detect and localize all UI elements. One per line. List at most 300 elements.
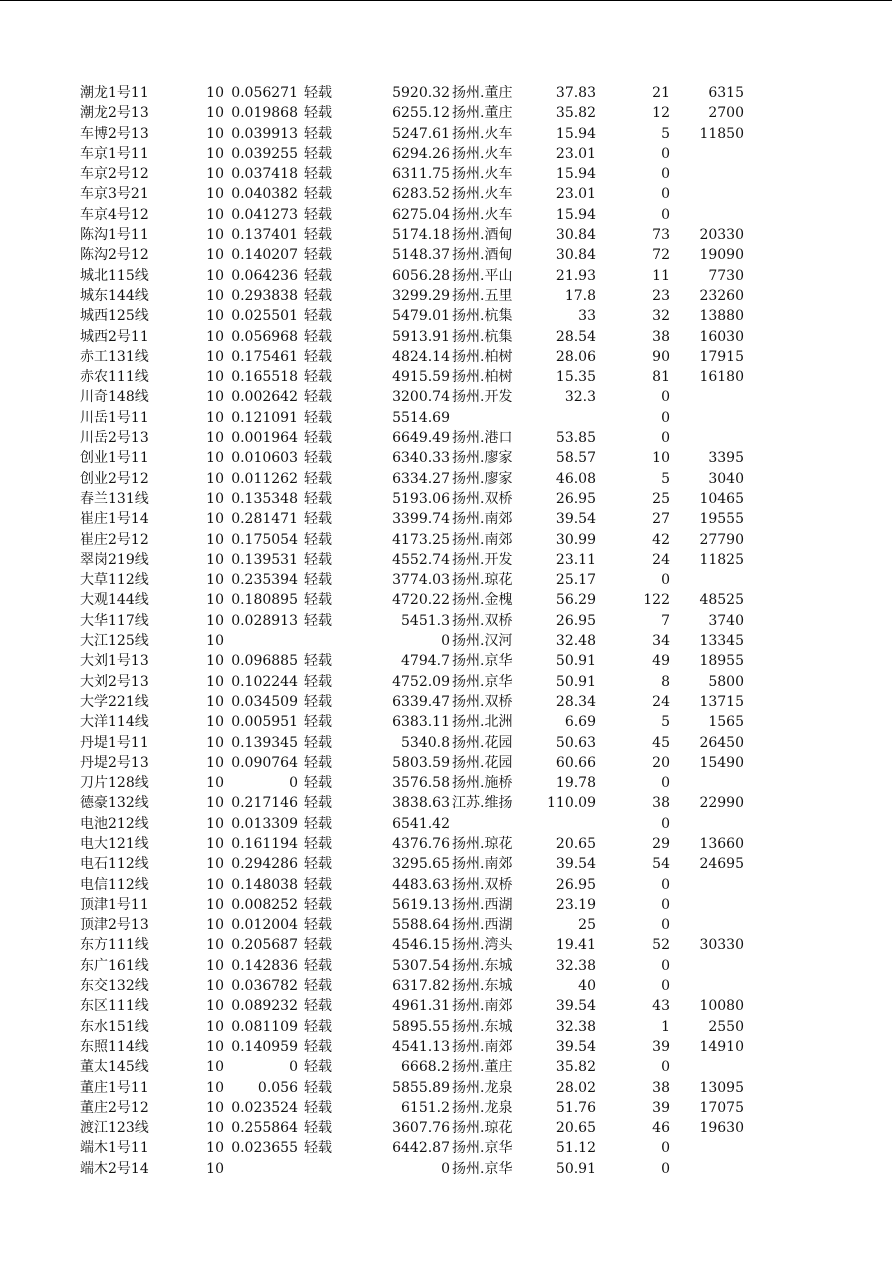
page-top-border [0,0,892,1]
length-cell: 37.83 [555,85,596,101]
line-name-cell: 潮龙2号13 [80,105,149,122]
length-cell: 17.8 [564,287,596,304]
count-cell: 27 [652,511,670,528]
amount-cell: 2700 [708,105,744,122]
voltage-cell: 10 [206,835,224,852]
length-cell: 25 [578,917,596,934]
capacity-cell: 5340.8 [401,734,450,751]
load-status-cell: 轻载 [304,125,332,142]
load-rate-cell: 0.281471 [231,511,298,528]
line-name-cell: 东交132线 [80,978,149,995]
table-row [0,956,892,976]
substation-cell: 扬州.汉河 [452,633,513,650]
substation-cell: 扬州.东城 [452,957,513,974]
substation-cell: 扬州.火车 [452,125,513,142]
line-name-cell: 大学221线 [80,693,149,710]
voltage-cell: 10 [206,531,224,548]
capacity-cell: 3576.58 [392,775,450,792]
load-status-cell: 轻载 [304,105,332,122]
load-rate-cell: 0.140207 [231,247,298,264]
capacity-cell: 4173.25 [392,531,450,548]
capacity-cell: 6275.04 [392,206,450,223]
load-rate-cell: 0.255864 [231,1120,298,1137]
voltage-cell: 10 [206,166,224,183]
amount-cell: 18955 [699,653,744,670]
length-cell: 23.01 [555,186,596,203]
substation-cell: 扬州.琼花 [452,1120,513,1137]
load-status-cell: 轻载 [304,775,332,792]
count-cell: 34 [652,633,670,650]
load-rate-cell: 0.008252 [231,896,298,913]
amount-cell: 5800 [708,673,744,690]
length-cell: 39.54 [555,1038,596,1055]
table-row [0,530,892,550]
load-status-cell: 轻载 [304,348,332,365]
load-rate-cell: 0.142836 [231,957,298,974]
length-cell: 15.35 [555,369,596,386]
length-cell: 51.76 [555,1099,596,1116]
load-status-cell: 轻载 [304,795,332,812]
capacity-cell: 6311.75 [392,166,450,183]
length-cell: 39.54 [555,856,596,873]
table-row [0,367,892,387]
length-cell: 28.02 [555,1079,596,1096]
count-cell: 42 [652,531,670,548]
count-cell: 25 [652,490,670,507]
load-status-cell: 轻载 [304,186,332,203]
capacity-cell: 6340.33 [392,450,450,467]
capacity-cell: 4541.13 [392,1038,450,1055]
table-row [0,793,892,813]
load-rate-cell: 0.056271 [231,85,298,101]
line-name-cell: 大洋114线 [80,714,149,731]
substation-cell: 扬州.火车 [452,166,513,183]
load-status-cell: 轻载 [304,287,332,304]
table-row [0,327,892,347]
load-rate-cell: 0.294286 [231,856,298,873]
count-cell: 0 [661,978,670,995]
substation-cell: 扬州.酒甸 [452,227,513,244]
capacity-cell: 5148.37 [392,247,450,264]
load-status-cell: 轻载 [304,247,332,264]
load-status-cell: 轻载 [304,612,332,629]
voltage-cell: 10 [206,1059,224,1076]
count-cell: 52 [652,937,670,954]
voltage-cell: 10 [206,957,224,974]
table-row [0,184,892,204]
substation-cell: 扬州.南郊 [452,998,513,1015]
substation-cell: 扬州.琼花 [452,572,513,589]
count-cell: 0 [661,876,670,893]
load-rate-cell: 0.205687 [231,937,298,954]
line-name-cell: 电石112线 [80,856,149,873]
substation-cell: 扬州.湾头 [452,937,513,954]
load-rate-cell: 0.148038 [231,876,298,893]
table-row [0,428,892,448]
length-cell: 19.41 [555,937,596,954]
line-name-cell: 陈沟1号11 [80,227,149,244]
capacity-cell: 6334.27 [392,470,450,487]
voltage-cell: 10 [206,105,224,122]
load-rate-cell: 0.037418 [231,166,298,183]
count-cell: 45 [652,734,670,751]
load-rate-cell: 0.180895 [231,592,298,609]
amount-cell: 48525 [699,592,744,609]
table-row [0,590,892,610]
count-cell: 24 [652,693,670,710]
load-rate-cell: 0.139345 [231,734,298,751]
load-status-cell: 轻载 [304,1038,332,1055]
voltage-cell: 10 [206,369,224,386]
capacity-cell: 6255.12 [392,105,450,122]
substation-cell: 扬州.龙泉 [452,1099,513,1116]
line-name-cell: 电信112线 [80,876,149,893]
amount-cell: 19630 [699,1120,744,1137]
load-rate-cell: 0.135348 [231,490,298,507]
length-cell: 28.34 [555,693,596,710]
substation-cell: 扬州.京华 [452,1140,513,1157]
length-cell: 19.78 [555,775,596,792]
load-rate-cell: 0.175461 [231,348,298,365]
load-status-cell: 轻载 [304,653,332,670]
load-status-cell: 轻载 [304,815,332,832]
load-status-cell: 轻载 [304,470,332,487]
load-status-cell: 轻载 [304,835,332,852]
amount-cell: 19555 [699,511,744,528]
count-cell: 0 [661,389,670,406]
capacity-cell: 5803.59 [392,754,450,771]
table-row [0,1138,892,1158]
substation-cell: 扬州.杭集 [452,308,513,325]
load-status-cell: 轻载 [304,308,332,325]
load-rate-cell: 0 [289,1059,298,1076]
substation-cell: 扬州.开发 [452,389,513,406]
voltage-cell: 10 [206,348,224,365]
capacity-cell: 6339.47 [392,693,450,710]
length-cell: 28.54 [555,328,596,345]
load-rate-cell: 0.002642 [231,389,298,406]
length-cell: 53.85 [555,430,596,447]
amount-cell: 15490 [699,754,744,771]
capacity-cell: 3200.74 [392,389,450,406]
length-cell: 25.17 [555,572,596,589]
substation-cell: 扬州.琼花 [452,835,513,852]
voltage-cell: 10 [206,1038,224,1055]
line-name-cell: 春兰131线 [80,490,149,507]
load-status-cell: 轻载 [304,592,332,609]
table-row [0,225,892,245]
load-rate-cell: 0.140959 [231,1038,298,1055]
line-name-cell: 董太145线 [80,1059,149,1076]
table-row [0,509,892,529]
count-cell: 1 [661,1018,670,1035]
amount-cell: 3740 [708,612,744,629]
line-name-cell: 丹堤1号11 [80,734,149,751]
length-cell: 30.84 [555,227,596,244]
capacity-cell: 5193.06 [392,490,450,507]
voltage-cell: 10 [206,856,224,873]
table-row [0,1017,892,1037]
length-cell: 21.93 [555,267,596,284]
line-name-cell: 川岳2号13 [80,430,149,447]
count-cell: 90 [652,348,670,365]
line-name-cell: 董庄2号12 [80,1099,149,1116]
load-rate-cell: 0.013309 [231,815,298,832]
table-row [0,1118,892,1138]
capacity-cell: 5451.3 [401,612,450,629]
line-name-cell: 车博2号13 [80,125,149,142]
substation-cell: 扬州.董庄 [452,85,513,101]
voltage-cell: 10 [206,308,224,325]
substation-cell: 扬州.五里 [452,287,513,304]
load-status-cell: 轻载 [304,734,332,751]
capacity-cell: 5588.64 [392,917,450,934]
length-cell: 39.54 [555,998,596,1015]
capacity-cell: 0 [441,633,450,650]
line-name-cell: 端木2号14 [80,1160,149,1177]
load-rate-cell: 0.028913 [231,612,298,629]
voltage-cell: 10 [206,612,224,629]
load-rate-cell: 0.235394 [231,572,298,589]
count-cell: 54 [652,856,670,873]
voltage-cell: 10 [206,267,224,284]
voltage-cell: 10 [206,754,224,771]
length-cell: 32.38 [555,957,596,974]
amount-cell: 30330 [699,937,744,954]
count-cell: 0 [661,145,670,162]
voltage-cell: 10 [206,572,224,589]
amount-cell: 26450 [699,734,744,751]
amount-cell: 7730 [708,267,744,284]
substation-cell: 扬州.酒甸 [452,247,513,264]
line-name-cell: 大刘1号13 [80,653,149,670]
load-status-cell: 轻载 [304,957,332,974]
line-name-cell: 电池212线 [80,815,149,832]
capacity-cell: 4552.74 [392,551,450,568]
length-cell: 20.65 [555,1120,596,1137]
length-cell: 26.95 [555,876,596,893]
load-status-cell: 轻载 [304,551,332,568]
voltage-cell: 10 [206,896,224,913]
capacity-cell: 6317.82 [392,978,450,995]
load-status-cell: 轻载 [304,389,332,406]
line-name-cell: 崔庄1号14 [80,511,149,528]
voltage-cell: 10 [206,186,224,203]
substation-cell: 扬州.廖家 [452,450,513,467]
voltage-cell: 10 [206,1120,224,1137]
load-status-cell: 轻载 [304,166,332,183]
table-row [0,347,892,367]
voltage-cell: 10 [206,450,224,467]
length-cell: 28.06 [555,348,596,365]
line-name-cell: 电大121线 [80,835,149,852]
capacity-cell: 4752.09 [392,673,450,690]
length-cell: 33 [578,308,596,325]
line-name-cell: 德豪132线 [80,795,149,812]
load-status-cell: 轻载 [304,511,332,528]
capacity-cell: 6541.42 [392,815,450,832]
voltage-cell: 10 [206,734,224,751]
amount-cell: 13345 [699,633,744,650]
capacity-cell: 6383.11 [392,714,450,731]
load-status-cell: 轻载 [304,693,332,710]
line-name-cell: 川奇148线 [80,389,149,406]
table-row [0,996,892,1016]
voltage-cell: 10 [206,693,224,710]
table-row [0,1078,892,1098]
length-cell: 50.63 [555,734,596,751]
table-row [0,1057,892,1077]
count-cell: 5 [661,125,670,142]
length-cell: 26.95 [555,490,596,507]
table-row [0,631,892,651]
capacity-cell: 5855.89 [392,1079,450,1096]
substation-cell: 扬州.施桥 [452,775,513,792]
load-status-cell: 轻载 [304,227,332,244]
substation-cell: 扬州.董庄 [452,1059,513,1076]
capacity-cell: 5895.55 [392,1018,450,1035]
load-status-cell: 轻载 [304,1140,332,1157]
capacity-cell: 6649.49 [392,430,450,447]
substation-cell: 扬州.火车 [452,186,513,203]
table-row [0,570,892,590]
load-status-cell: 轻载 [304,1099,332,1116]
voltage-cell: 10 [206,389,224,406]
amount-cell: 13880 [699,308,744,325]
line-name-cell: 渡江123线 [80,1120,149,1137]
load-rate-cell: 0.102244 [231,673,298,690]
load-rate-cell: 0.005951 [231,714,298,731]
count-cell: 29 [652,835,670,852]
load-rate-cell: 0.056 [257,1079,298,1096]
length-cell: 23.19 [555,896,596,913]
length-cell: 60.66 [555,754,596,771]
substation-cell: 扬州.平山 [452,267,513,284]
substation-cell: 扬州.双桥 [452,693,513,710]
amount-cell: 22990 [699,795,744,812]
amount-cell: 6315 [708,85,744,101]
line-name-cell: 大华117线 [80,612,149,629]
length-cell: 35.82 [555,105,596,122]
load-status-cell: 轻载 [304,328,332,345]
load-status-cell: 轻载 [304,572,332,589]
table-row [0,550,892,570]
load-status-cell: 轻载 [304,409,332,426]
substation-cell: 扬州.港口 [452,430,513,447]
length-cell: 32.38 [555,1018,596,1035]
table-row [0,489,892,509]
voltage-cell: 10 [206,1018,224,1035]
load-rate-cell: 0.089232 [231,998,298,1015]
capacity-cell: 4915.59 [392,369,450,386]
substation-cell: 扬州.东城 [452,1018,513,1035]
load-status-cell: 轻载 [304,876,332,893]
substation-cell: 扬州.东城 [452,978,513,995]
count-cell: 0 [661,896,670,913]
substation-cell: 扬州.西湖 [452,917,513,934]
substation-cell: 扬州.杭集 [452,328,513,345]
table-row [0,915,892,935]
load-status-cell: 轻载 [304,430,332,447]
load-rate-cell: 0.217146 [231,795,298,812]
line-name-cell: 翠岗219线 [80,551,149,568]
line-name-cell: 顶津2号13 [80,917,149,934]
capacity-cell: 4546.15 [392,937,450,954]
voltage-cell: 10 [206,937,224,954]
table-row [0,672,892,692]
line-name-cell: 赤工131线 [80,348,149,365]
length-cell: 30.84 [555,247,596,264]
substation-cell: 扬州.花园 [452,754,513,771]
line-name-cell: 大观144线 [80,592,149,609]
count-cell: 8 [661,673,670,690]
count-cell: 5 [661,714,670,731]
voltage-cell: 10 [206,1099,224,1116]
table-row [0,712,892,732]
line-name-cell: 大草112线 [80,572,149,589]
capacity-cell: 4376.76 [392,835,450,852]
voltage-cell: 10 [206,409,224,426]
amount-cell: 11825 [699,551,744,568]
amount-cell: 17915 [699,348,744,365]
line-name-cell: 赤农111线 [80,369,149,386]
amount-cell: 3040 [708,470,744,487]
voltage-cell: 10 [206,328,224,345]
table-row [0,266,892,286]
capacity-cell: 5913.91 [392,328,450,345]
length-cell: 56.29 [555,592,596,609]
length-cell: 30.99 [555,531,596,548]
capacity-cell: 3774.03 [392,572,450,589]
load-status-cell: 轻载 [304,531,332,548]
amount-cell: 11850 [699,125,744,142]
table-row [0,144,892,164]
load-rate-cell: 0.010603 [231,450,298,467]
length-cell: 32.3 [564,389,596,406]
load-rate-cell: 0.039255 [231,145,298,162]
capacity-cell: 6056.28 [392,267,450,284]
capacity-cell: 6283.52 [392,186,450,203]
capacity-cell: 5619.13 [392,896,450,913]
load-rate-cell: 0.023524 [231,1099,298,1116]
load-rate-cell: 0.036782 [231,978,298,995]
length-cell: 50.91 [555,673,596,690]
load-status-cell: 轻载 [304,85,332,101]
length-cell: 46.08 [555,470,596,487]
load-rate-cell: 0.023655 [231,1140,298,1157]
substation-cell: 扬州.柏树 [452,369,513,386]
load-status-cell: 轻载 [304,937,332,954]
amount-cell: 13715 [699,693,744,710]
capacity-cell: 5307.54 [392,957,450,974]
table-row [0,875,892,895]
voltage-cell: 10 [206,714,224,731]
table-row [0,814,892,834]
capacity-cell: 5174.18 [392,227,450,244]
load-rate-cell: 0.001964 [231,430,298,447]
count-cell: 24 [652,551,670,568]
length-cell: 26.95 [555,612,596,629]
load-status-cell: 轻载 [304,998,332,1015]
capacity-cell: 5479.01 [392,308,450,325]
line-name-cell: 东水151线 [80,1018,149,1035]
line-name-cell: 刀片128线 [80,775,149,792]
line-name-cell: 车京4号12 [80,206,149,223]
voltage-cell: 10 [206,145,224,162]
load-rate-cell: 0.012004 [231,917,298,934]
amount-cell: 24695 [699,856,744,873]
voltage-cell: 10 [206,490,224,507]
